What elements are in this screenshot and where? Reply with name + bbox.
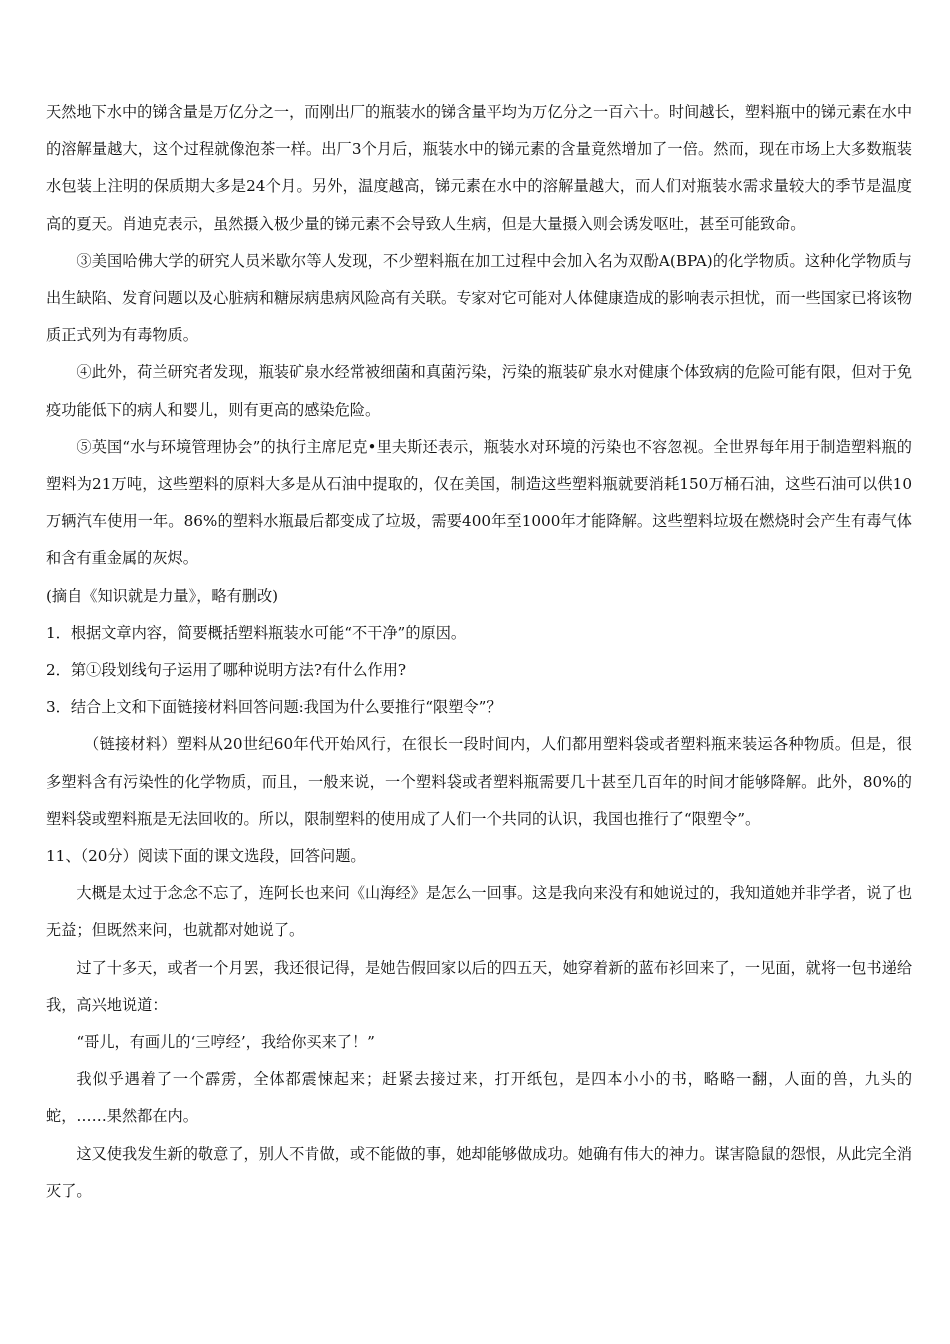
excerpt-paragraph: 大概是太过于念念不忘了，连阿长也来问《山海经》是怎么一回事。这是我向来没有和她说过的，我知道她并非学者，说了也无益；但既然来问，也就都对她说了。 bbox=[46, 884, 912, 940]
paragraph-5: ⑤英国“水与环境管理协会”的执行主席尼克•里夫斯还表示，瓶装水对环境的污染也不容忽视。全世界每年用于制造塑料瓶的塑料为21万吨，这些塑料的原料大多是从石油中提取的，仅在美国，制造这些塑料瓶就要消耗150万桶石油，这些石油可以供10万辆汽车使用一年。86%的塑料水瓶最后都变成了垃圾，需要400年至1000年才能降解。这些塑料垃圾在燃烧时会产生有毒气体和含有重金属的灰烬。 bbox=[46, 437, 912, 568]
excerpt-paragraph: 过了十多天，或者一个月罢，我还很记得，是她告假回家以后的四五天，她穿着新的蓝布衫回来了，一见面，就将一包书递给我，高兴地说道： bbox=[46, 958, 912, 1014]
paragraph-4: ④此外，荷兰研究者发现，瓶装矿泉水经常被细菌和真菌污染，污染的瓶装矿泉水对健康个体致病的危险可能有限，但对于免疫功能低下的病人和婴儿，则有更高的感染危险。 bbox=[46, 363, 912, 419]
question-2: 2．第①段划线句子运用了哪种说明方法?有什么作用? bbox=[46, 661, 407, 680]
link-material: （链接材料）塑料从20世纪60年代开始风行，在很长一段时间内，人们都用塑料袋或者塑料瓶来装运各种物质。但是，很多塑料含有污染性的化学物质，而且，一般来说，一个塑料袋或者塑料瓶需要几十甚至几百年的时间才能够降解。此外，80%的塑料袋或塑料瓶是无法回收的。所以，限制塑料的使用成了人们一个共同的认识，我国也推行了“限塑令”。 bbox=[46, 735, 912, 828]
document-page bbox=[46, 94, 912, 1210]
question-3: 3．结合上文和下面链接材料回答问题:我国为什么要推行“限塑令”？ bbox=[46, 698, 502, 717]
excerpt-paragraph: 这又使我发生新的敬意了，别人不肯做，或不能做的事，她却能够做成功。她确有伟大的神力。谋害隐鼠的怨恨，从此完全消灭了。 bbox=[46, 1144, 912, 1200]
source-citation: (摘自《知识就是力量》，略有删改) bbox=[46, 586, 279, 605]
paragraph-3: ③美国哈佛大学的研究人员米歇尔等人发现，不少塑料瓶在加工过程中会加入名为双酚A(BPA)的化学物质。这种化学物质与出生缺陷、发育问题以及心脏病和糖尿病患病风险高有关联。专家对它可能对人体健康造成的影响表示担忧，而一些国家已将该物质正式列为有毒物质。 bbox=[46, 251, 912, 345]
paragraph-continued: 天然地下水中的锑含量是万亿分之一，而刚出厂的瓶装水的锑含量平均为万亿分之一百六十。时间越长，塑料瓶中的锑元素在水中的溶解量越大，这个过程就像泡茶一样。出厂3个月后，瓶装水中的锑元素的含量竟然增加了一倍。然而，现在市场上大多数瓶装水包装上注明的保质期大多是24个月。另外，温度越高，锑元素在水中的溶解量越大，而人们对瓶装水需求量较大的季节是温度高的夏天。肖迪克表示，虽然摄入极少量的锑元素不会导致人生病，但是大量摄入则会诱发呕吐，甚至可能致命。 bbox=[46, 103, 912, 233]
excerpt-paragraph: 我似乎遇着了一个霹雳，全体都震悚起来；赶紧去接过来，打开纸包，是四本小小的书，略略一翻，人面的兽，九头的蛇，……果然都在内。 bbox=[46, 1070, 912, 1126]
excerpt-paragraph: “哥儿，有画儿的‘三哼经’，我给你买来了！” bbox=[76, 1033, 375, 1052]
section-11-heading: 11、（20分）阅读下面的课文选段，回答问题。 bbox=[46, 847, 366, 866]
question-1: 1．根据文章内容，简要概括塑料瓶装水可能“不干净”的原因。 bbox=[46, 623, 467, 642]
